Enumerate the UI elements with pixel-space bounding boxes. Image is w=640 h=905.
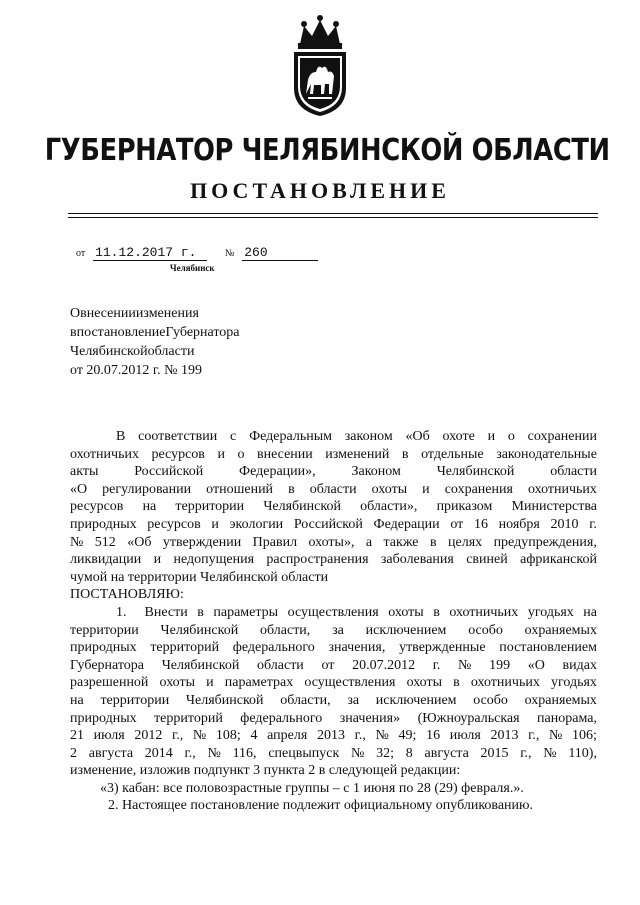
item-1-line: территории Челябинской области, за исключением особо охраняемых xyxy=(70,622,597,638)
item-1-line: Губернатора Челябинской области от 20.07.2012 г. № 199 «О видах xyxy=(70,657,597,673)
subject-line-text: О внесении изменения xyxy=(70,306,199,321)
preamble-line: ликвидации и недопущения распространения заболевания свиней африканской xyxy=(70,552,597,568)
item-1-line: природных территорий федерального значения, утвержденные постановлением xyxy=(70,640,597,656)
item-1-line xyxy=(70,604,597,622)
item-1-number: 1. xyxy=(116,604,127,620)
decree-word: ПОСТАНОВЛЯЮ: xyxy=(70,587,184,603)
header-divider-thin xyxy=(68,217,598,218)
preamble-line: В соответствии с Федеральным законом «Об охоте и о сохранении xyxy=(116,429,597,444)
preamble-line: природных ресурсов и экологии Российской Федерации от 16 ноября 2010 г. xyxy=(70,516,597,532)
preamble-paragraph xyxy=(70,428,597,586)
item-2-paragraph: 2. Настоящее постановление подлежит официальному опубликованию. xyxy=(108,798,533,814)
subject-line-text: от 20.07.2012 г. № 199 xyxy=(70,363,202,378)
preamble-line: «О регулировании отношений в области охоты и сохранения охотничьих xyxy=(70,481,597,497)
document-subject xyxy=(70,304,280,380)
subject-line-text: Челябинской области xyxy=(70,344,195,359)
subject-line xyxy=(70,304,280,323)
preamble-line: ресурсов на территории Челябинской области», приказом Министерства xyxy=(70,499,597,515)
subject-line-text: в постановление Губернатора xyxy=(70,325,240,340)
subject-line xyxy=(70,323,280,342)
subject-line xyxy=(70,342,280,361)
document-date: 11.12.2017 г. xyxy=(93,245,207,261)
item-1-line: 21 июля 2012 г., № 108; 4 апреля 2013 г., № 49; 16 июля 2013 г., № 106; xyxy=(70,728,597,744)
preamble-line: акты Российской Федерации», Законом Челябинской области xyxy=(70,464,597,480)
item-1-quote: «3) кабан: все половозрастные группы – с 1 июня по 28 (29) февраля.». xyxy=(100,780,524,796)
document-meta xyxy=(76,245,318,261)
document-number: 260 xyxy=(242,245,318,261)
issuer-title: ГУБЕРНАТОР ЧЕЛЯБИНСКОЙ ОБЛАСТИ xyxy=(44,133,610,168)
preamble-line: № 512 «Об утверждении Правил охоты», а также в целях предупреждения, xyxy=(70,534,597,550)
date-prefix: от xyxy=(76,248,86,259)
document-type: ПОСТАНОВЛЕНИЕ xyxy=(190,178,450,203)
preamble-line: чумой на территории Челябинской области xyxy=(70,569,329,585)
number-prefix: № xyxy=(224,248,235,259)
item-1-line: изменение, изложив подпункт 3 пункта 2 в следующей редакции: xyxy=(70,763,461,779)
document-body xyxy=(70,428,597,815)
item-1-line: на территории Челябинской области, за исключением особо охраняемых xyxy=(70,692,597,708)
item-1-line-text: Внести в параметры осуществления охоты в охотничьих угодьях на xyxy=(144,604,597,620)
item-1-line: разрешенной охоты и параметрах осуществления охоты в охотничьих угодьях xyxy=(70,675,597,691)
document-city: Челябинск xyxy=(170,263,215,273)
item-1-paragraph xyxy=(70,604,597,798)
item-1-line: 2 августа 2014 г., № 116, спецвыпуск № 32; 8 августа 2015 г., № 110), xyxy=(70,745,597,761)
subject-line xyxy=(70,361,280,380)
header-divider xyxy=(68,213,598,214)
item-1-line: природных территорий федерального значения» (Южноуральская панорама, xyxy=(70,710,597,726)
preamble-line: охотничьих ресурсов и о внесении изменений в отдельные законодательные xyxy=(70,446,597,462)
coat-of-arms-icon xyxy=(286,14,354,118)
